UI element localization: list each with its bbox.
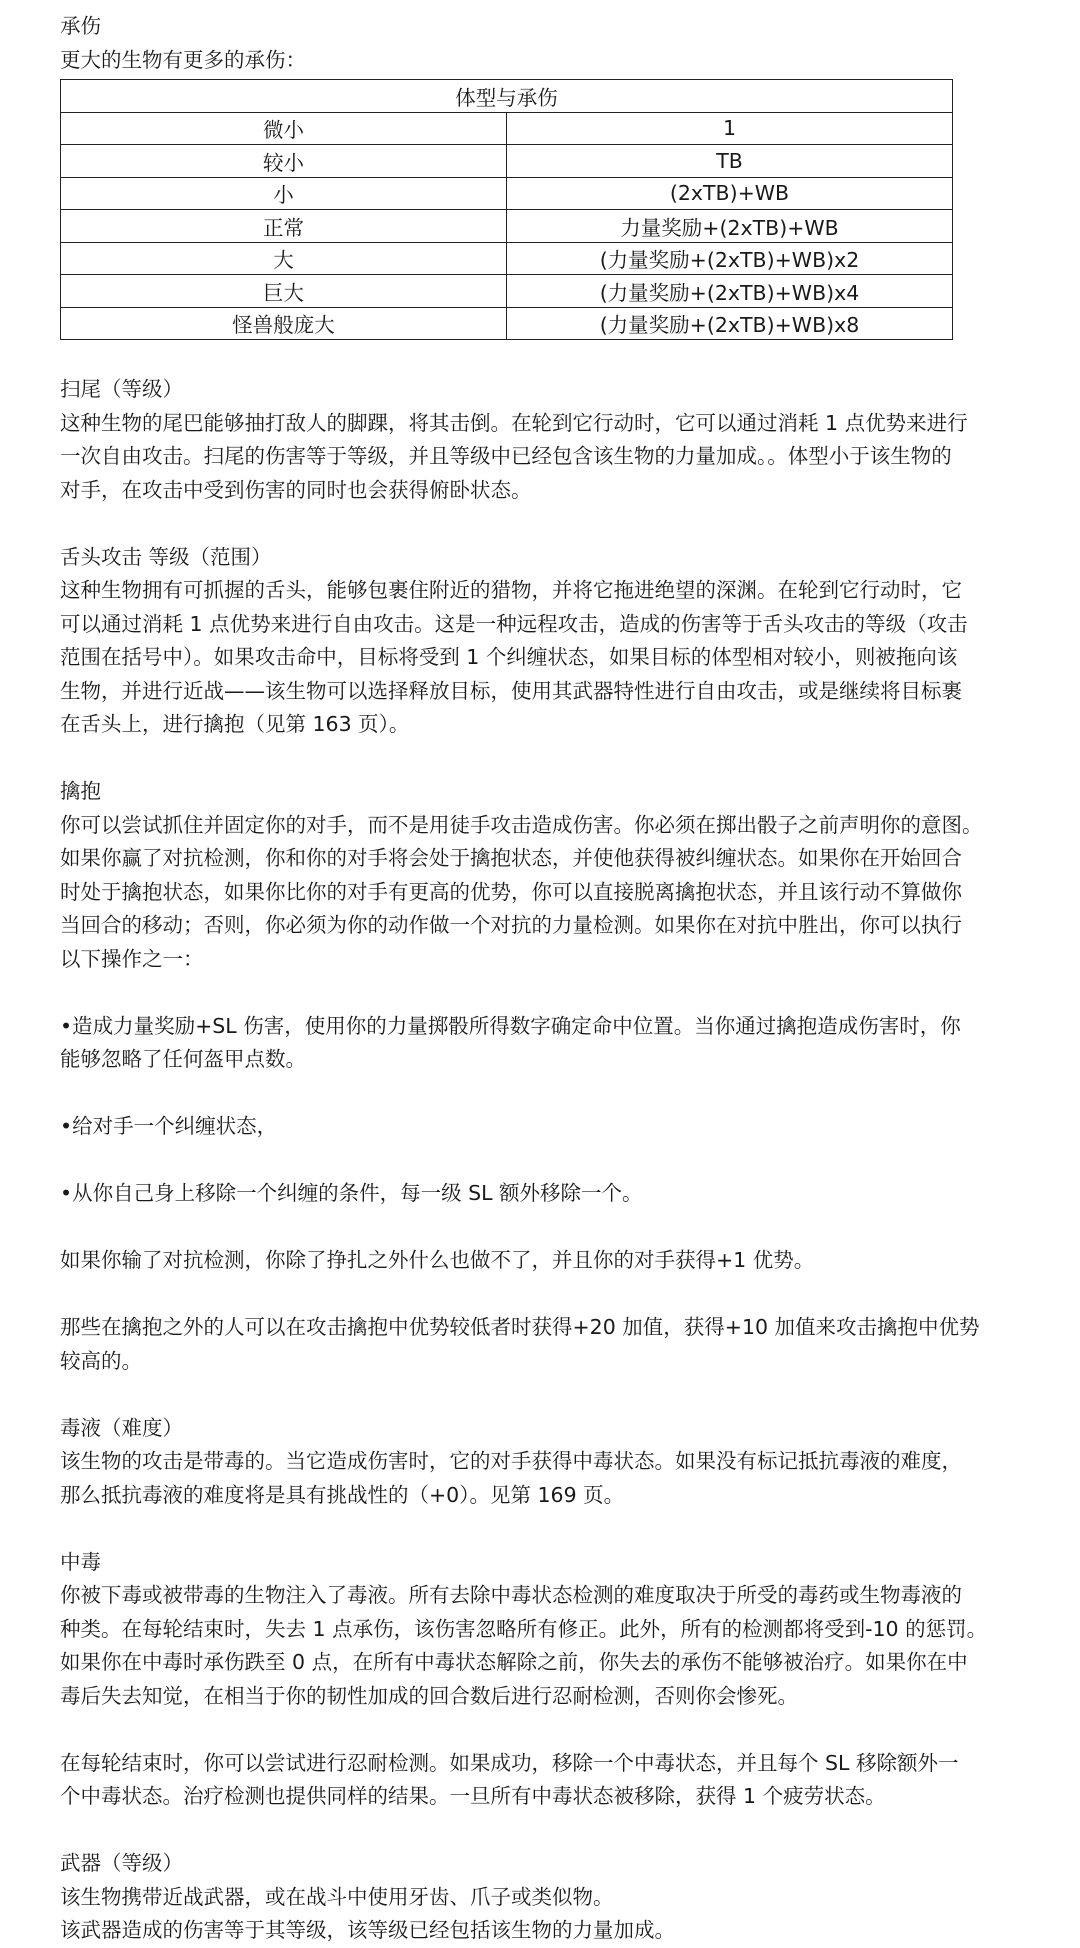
paragraph-line: 个中毒状态。治疗检测也提供同样的结果。一旦所有中毒状态被移除，获得 1 个疲劳状态。 [60, 1784, 886, 1808]
paragraph-line: 你可以尝试抓住并固定你的对手，而不是用徒手攻击造成伤害。你必须在掷出骰子之前声明你的意图。 [60, 812, 983, 837]
tail-attack-heading: 扫尾（等级） [60, 377, 183, 401]
wounds-cell: (力量奖励+(2xTB)+WB)x2 [507, 242, 953, 275]
paragraph-line: 较高的。 [60, 1348, 142, 1373]
grapple-lose-line: 如果你输了对抗检测，你除了挣扎之外什么也做不了，并且你的对手获得+1 优势。 [60, 1248, 815, 1272]
paragraph-line: 范围在括号中）。如果攻击命中，目标将受到 1 个纠缠状态，如果目标的体型相对较小，则被拖向该 [60, 645, 958, 669]
paragraph-line: 以下操作之一： [60, 946, 204, 971]
size-cell: 正常 [61, 210, 507, 243]
size-cell: 巨大 [61, 275, 507, 308]
paragraph-line: 该武器造成的伤害等于其等级，该等级已经包括该生物的力量加成。 [60, 1918, 675, 1942]
table-row [61, 307, 953, 340]
wounds-description: 更大的生物有更多的承伤： [60, 47, 306, 72]
table-row [61, 145, 953, 178]
paragraph-line: 这种生物拥有可抓握的舌头，能够包裹住附近的猎物，并将它拖进绝望的深渊。在轮到它行动时，它 [60, 578, 962, 602]
table-row [61, 275, 953, 308]
size-cell: 微小 [61, 112, 507, 145]
wounds-cell: (力量奖励+(2xTB)+WB)x4 [507, 275, 953, 308]
wounds-cell: 1 [507, 112, 953, 145]
paragraph-line: 这种生物的尾巴能够抽打敌人的脚踝，将其击倒。在轮到它行动时，它可以通过消耗 1 点优势来进行 [60, 410, 968, 435]
grapple-option-line: •从你自己身上移除一个纠缠的条件，每一级 SL 额外移除一个。 [60, 1181, 643, 1205]
wounds-cell: (力量奖励+(2xTB)+WB)x8 [507, 307, 953, 340]
paragraph-line: 对手，在攻击中受到伤害的同时也会获得俯卧状态。 [60, 477, 532, 502]
table-row [61, 210, 953, 243]
paragraph-line: 那些在擒抱之外的人可以在攻击擒抱中优势较低者时获得+20 加值，获得+10 加值来攻击擒抱中优势 [60, 1315, 980, 1339]
venom-heading: 毒液（难度） [60, 1415, 183, 1440]
paragraph-line: 当回合的移动；否则，你必须为你的动作做一个对抗的力量检测。如果你在对抗中胜出，你可以执行 [60, 913, 962, 937]
paragraph-line: 时处于擒抱状态，如果你比你的对手有更高的优势，你可以直接脱离擒抱状态，并且该行动不算做你 [60, 879, 962, 904]
table-row [61, 177, 953, 210]
paragraph-line: 一次自由攻击。扫尾的伤害等于等级，并且等级中已经包含该生物的力量加成。。体型小于该生物的 [60, 444, 952, 468]
paragraph-line: 该生物携带近战武器，或在战斗中使用牙齿、爪子或类似物。 [60, 1884, 614, 1909]
paragraph-line: 你被下毒或被带毒的生物注入了毒液。所有去除中毒状态检测的难度取决于所受的毒药或生物毒液的 [60, 1583, 962, 1607]
table-header: 体型与承伤 [61, 80, 953, 113]
size-cell: 小 [61, 177, 507, 210]
size-cell: 较小 [61, 145, 507, 178]
table-row [61, 112, 953, 145]
size-cell: 大 [61, 242, 507, 275]
paragraph-line: 可以通过消耗 1 点优势来进行自由攻击。这是一种远程攻击，造成的伤害等于舌头攻击的等级（攻击 [60, 611, 968, 636]
paragraph-line: 在舌头上，进行擒抱（见第 163 页）。 [60, 712, 410, 736]
grapple-option-line: •给对手一个纠缠状态， [60, 1114, 278, 1138]
wounds-cell: TB [507, 145, 953, 178]
paragraph-line: 如果你在中毒时承伤跌至 0 点，在所有中毒状态解除之前，你失去的承伤不能够被治疗。如果你在中 [60, 1650, 968, 1674]
weapon-heading: 武器（等级） [60, 1851, 183, 1875]
poisoned-heading: 中毒 [60, 1549, 101, 1574]
wounds-cell: (2xTB)+WB [507, 177, 953, 210]
size-wounds-table [60, 79, 953, 340]
paragraph-line: 如果你赢了对抗检测，你和你的对手将会处于擒抱状态，并使他获得被纠缠状态。如果你在开始回合 [60, 846, 962, 870]
tongue-attack-heading: 舌头攻击 等级（范围） [60, 544, 272, 569]
table-header-row [61, 80, 953, 113]
grapple-heading: 擒抱 [60, 779, 101, 803]
paragraph-line: 生物，并进行近战——该生物可以选择释放目标，使用其武器特性进行自由攻击，或是继续将目标裹 [60, 678, 962, 703]
table-row [61, 242, 953, 275]
paragraph-line: 该生物的攻击是带毒的。当它造成伤害时，它的对手获得中毒状态。如果没有标记抵抗毒液的难度， [60, 1449, 962, 1473]
wounds-heading: 承伤 [60, 14, 101, 38]
paragraph-line: 在每轮结束时，你可以尝试进行忍耐检测。如果成功，移除一个中毒状态，并且每个 SL 移除额外一 [60, 1750, 959, 1775]
wounds-cell: 力量奖励+(2xTB)+WB [507, 210, 953, 243]
grapple-option-line: 能够忽略了任何盔甲点数。 [60, 1047, 306, 1071]
paragraph-line: 那么抵抗毒液的难度将是具有挑战性的（+0）。见第 169 页。 [60, 1482, 625, 1507]
grapple-option-line: •造成力量奖励+SL 伤害，使用你的力量掷骰所得数字确定命中位置。当你通过擒抱造成伤害时，你 [60, 1013, 961, 1038]
paragraph-line: 毒后失去知觉，在相当于你的韧性加成的回合数后进行忍耐检测，否则你会惨死。 [60, 1683, 798, 1708]
size-cell: 怪兽般庞大 [61, 307, 507, 340]
paragraph-line: 种类。在每轮结束时，失去 1 点承伤，该伤害忽略所有修正。此外，所有的检测都将受到-10 的惩罚。 [60, 1616, 988, 1641]
